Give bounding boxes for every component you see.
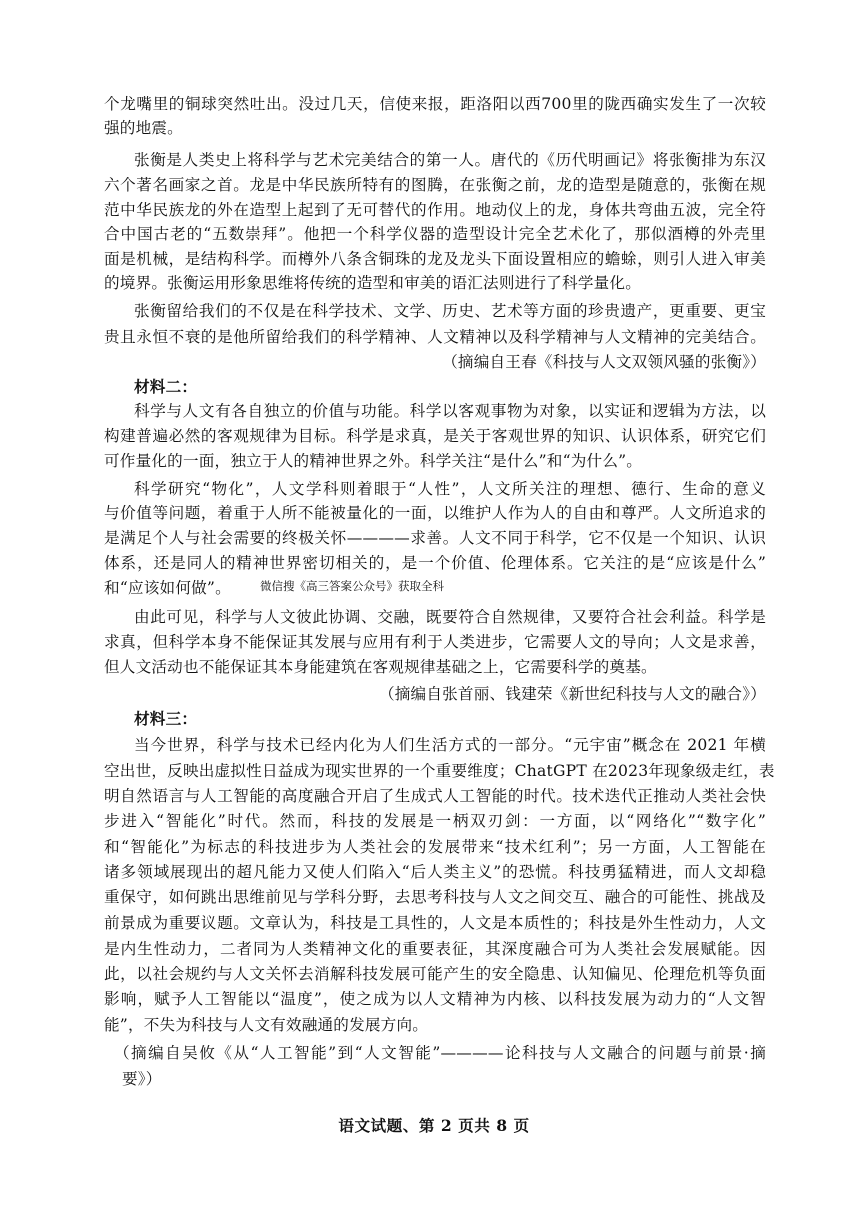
text-line: 能”，不失为科技与人文有效融通的发展方向。: [104, 1016, 429, 1034]
source-citation: （摘编自张首丽、钱建荣《新世纪科技与人文的融合》）: [378, 685, 766, 703]
text-line: 可作量化的一面，独立于人的精神世界之外。科学关注“是什么”和“为什么”。: [104, 452, 643, 470]
text-line: 体系，还是同人的精神世界密切相关的，是一个价值、伦理体系。它关注的是“应该是什么”: [104, 554, 766, 572]
text-line: 和“应该如何做”。: [104, 579, 231, 597]
text-line: 张衡留给我们的不仅是在科学技术、文学、历史、艺术等方面的珍贵遗产，更重要、更宝: [134, 302, 766, 320]
text-line: 面是机械，是结构科学。而樽外八条含铜珠的龙及龙头下面设置相应的蟾蜍，则引人进入审美: [104, 250, 766, 268]
text-line: 此，以社会规约与人文关怀去消解科技发展可能产生的安全隐患、认知偏见、伦理危机等负面: [104, 965, 766, 983]
text-line: 构建普遍必然的客观规律为目标。科学是求真，是关于客观世界的知识、认识体系，研究它们: [104, 427, 766, 445]
section-heading: 材料三：: [134, 709, 198, 728]
text-line: 合中国古老的“五数崇拜”。他把一个科学仪器的造型设计完全艺术化了，那似酒樽的外壳里: [104, 225, 766, 243]
text-line: 科学研究“物化”，人文学科则着眼于“人性”，人文所关注的理想、德行、生命的意义: [134, 480, 766, 498]
text-line: 强的地震。: [104, 119, 183, 137]
section-heading: 材料二：: [134, 377, 198, 396]
text-line: 但人文活动也不能保证其本身能建筑在客观规律基础之上，它需要科学的奠基。: [104, 658, 657, 676]
text-line: 范中华民族龙的外在造型上起到了无可替代的作用。地动仪上的龙，身体共弯曲五波，完全符: [104, 201, 766, 219]
watermark-text: 微信搜《高三答案公众号》获取全科: [260, 579, 444, 593]
text-line: 张衡是人类史上将科学与艺术完美结合的第一人。唐代的《历代明画记》将张衡排为东汉: [134, 151, 766, 169]
text-line: 六个著名画家之首。龙是中华民族所特有的图腾，在张衡之前，龙的造型是随意的，张衡在规: [104, 176, 766, 194]
text-line: 科学与人文有各自独立的价值与功能。科学以客观事物为对象，以实证和逻辑为方法，以: [134, 402, 766, 420]
text-line: 当今世界，科学与技术已经内化为人们生活方式的一部分。“元宇宙”概念在 2021 年横: [134, 736, 766, 754]
text-line: 前景成为重要议题。文章认为，科技是工具性的，人文是本质性的；科技是外生性动力，人文: [104, 914, 766, 932]
source-citation: 要》）: [122, 1070, 162, 1088]
text-line: 明自然语言与人工智能的高度融合开启了生成式人工智能的时代。技术迭代正推动人类社会快: [104, 787, 766, 805]
text-line: 重保守，如何跳出思维前见与学科分野，去思考科技与人文之间交互、融合的可能性、挑战及: [104, 888, 766, 906]
text-line: 影响，赋予人工智能以“温度”，使之成为以人文精神为内核、以科技发展为动力的“人文智: [104, 990, 766, 1008]
text-line: 是内生性动力，二者同为人类精神文化的重要表征，其深度融合可为人类社会发展赋能。因: [104, 940, 766, 958]
source-citation: （摘编自吴攸《从“人工智能”到“人文智能”————论科技与人文融合的问题与前景·摘: [114, 1044, 766, 1062]
text-line: 步进入“智能化”时代。然而，科技的发展是一柄双刃剑：一方面，以“网络化”“数字化”: [104, 812, 766, 830]
text-line: 个龙嘴里的铜球突然吐出。没过几天，信使来报，距洛阳以西700里的陇西确实发生了一次较: [104, 95, 766, 113]
text-line: 是满足个人与社会需要的终极关怀————求善。人文不同于科学，它不仅是一个知识、认识: [104, 529, 766, 547]
text-line: 诸多领域展现出的超凡能力又使人们陷入“后人类主义”的恐慌。科技勇猛精进，而人文却稳: [104, 863, 766, 881]
text-line: 和“智能化”为标志的科技进步为人类社会的发展带来“技术红利”；另一方面，人工智能在: [104, 838, 766, 856]
text-line: 的境界。张衡运用形象思维将传统的造型和审美的语汇法则进行了科学量化。: [104, 274, 641, 292]
page-footer: 语文试题、第 2 页共 8 页: [338, 1116, 530, 1135]
text-line: 与价值等问题，着重于人所不能被量化的一面，以维护人作为人的自由和尊严。人文所追求的: [104, 504, 766, 522]
source-citation: （摘编自王春《科技与人文双领风骚的张衡》）: [442, 353, 766, 371]
text-line: 求真，但科学本身不能保证其发展与应用有利于人类进步，它需要人文的导向；人文是求善，: [104, 633, 766, 651]
text-line: 由此可见，科学与人文彼此协调、交融，既要符合自然规律，又要符合社会利益。科学是: [134, 608, 766, 626]
text-line: 空出世，反映出虚拟性日益成为现实世界的一个重要维度；ChatGPT 在2023年现象级走红，表: [104, 762, 775, 780]
text-line: 贵且永恒不衰的是他所留给我们的科学精神、人文精神以及科学精神与人文精神的完美结合。: [104, 328, 766, 346]
